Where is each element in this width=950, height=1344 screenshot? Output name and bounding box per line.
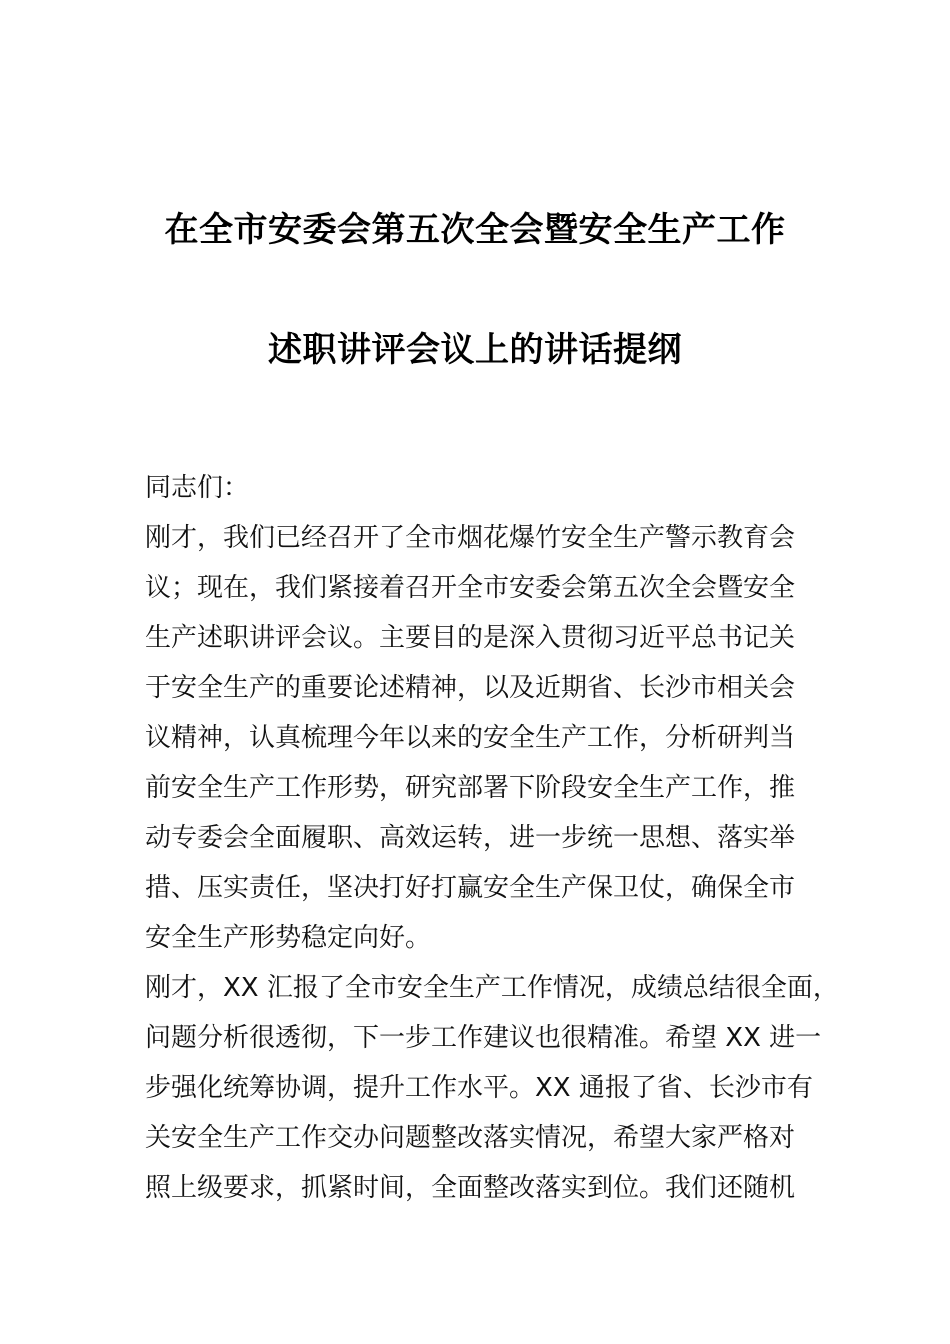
paragraph-line: 前安全生产工作形势，研究部署下阶段安全生产工作，推 — [145, 773, 796, 803]
paragraph-line: 步强化统筹协调，提升工作水平。XX 通报了省、长沙市有 — [145, 1073, 813, 1103]
paragraph-line: 刚才，XX 汇报了全市安全生产工作情况，成绩总结很全面， — [145, 973, 839, 1003]
document-title-line-2: 述职讲评会议上的讲话提纲 — [268, 330, 682, 370]
paragraph-line: 刚才，我们已经召开了全市烟花爆竹安全生产警示教育会 — [145, 523, 796, 553]
salutation: 同志们： — [145, 473, 250, 503]
paragraph-line: 安全生产形势稳定向好。 — [145, 923, 432, 953]
paragraph-line: 生产述职讲评会议。主要目的是深入贯彻习近平总书记关 — [145, 623, 796, 653]
paragraph-line: 议精神，认真梳理今年以来的安全生产工作，分析研判当 — [145, 723, 796, 753]
paragraph-line: 关安全生产工作交办问题整改落实情况，希望大家严格对 — [145, 1123, 796, 1153]
paragraph-line: 于安全生产的重要论述精神，以及近期省、长沙市相关会 — [145, 673, 796, 703]
document-title-line-1: 在全市安委会第五次全会暨安全生产工作 — [164, 210, 786, 250]
paragraph-line: 措、压实责任，坚决打好打赢安全生产保卫仗，确保全市 — [145, 873, 796, 903]
paragraph-line: 议；现在，我们紧接着召开全市安委会第五次全会暨安全 — [145, 573, 796, 603]
paragraph-line: 问题分析很透彻，下一步工作建议也很精准。希望 XX 进一 — [145, 1023, 822, 1053]
paragraph-line: 动专委会全面履职、高效运转，进一步统一思想、落实举 — [145, 823, 796, 853]
paragraph-line: 照上级要求，抓紧时间，全面整改落实到位。我们还随机 — [145, 1173, 796, 1203]
